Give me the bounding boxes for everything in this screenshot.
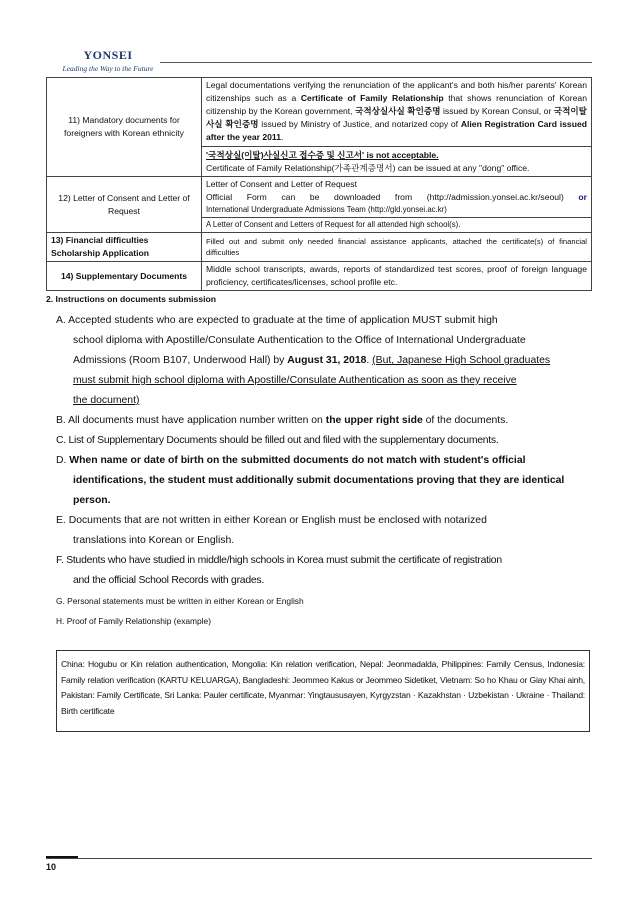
yonsei-logo [58, 48, 158, 73]
section-2-heading: 2. Instructions on documents submission [46, 294, 216, 304]
table-row-12 [47, 177, 592, 233]
row13-content: Filled out and submit only needed financial assistance applicants, attached the certificate(s) of financial difficulties [202, 233, 592, 262]
table-row-11 [47, 78, 592, 177]
row12-line1: Letter of Consent and Letter of Request [206, 179, 357, 189]
header-rule [160, 62, 592, 63]
row11-label: 11) Mandatory documents for foreigners with Korean ethnicity [47, 78, 202, 177]
instruction-e: E. Documents that are not written in either Korean or English must be enclosed with notarized translations into Korean or English. [56, 515, 487, 546]
logo-tagline: Leading the Way to the Future [62, 64, 154, 73]
instruction-d: D. When name or date of birth on the submitted documents do not match with student's official identifications, the student must additionally submit documentations proving that they are identical person. [56, 455, 565, 506]
instruction-g: G. Personal statements must be written in either Korean or English [56, 596, 304, 606]
instruction-f: F. Students who have studied in middle/high schools in Korea must submit the certificate of registration and the official School Records with grades. [56, 555, 502, 586]
instruction-b: B. All documents must have application number written on the upper right side of the documents. [56, 415, 509, 426]
table-row-13 [47, 233, 592, 262]
row12-line2: Official Form can be downloaded from (http://admission.yonsei.ac.kr/seoul) or [206, 192, 587, 202]
page-number: 10 [46, 862, 57, 872]
row11-para2: '국적상실(이탈)사실신고 접수증 및 신고서' is not acceptable. Certificate of Family Relationship(가족관계증명서) can be issued at any "dong" office. [202, 146, 591, 175]
instruction-h: H. Proof of Family Relationship (example) [56, 616, 211, 626]
row14-label: 14) Supplementary Documents [47, 262, 202, 291]
examples-text: China: Hogubu or Kin relation authentication, Mongolia: Kin relation verification, Nepal: Jeonmadalda, Philippines: Family Census, Indonesia: Family relation verification (KARTU KELUARGA), Bangladeshi: Jeommeo Kakus or Jeommeo Sidetiket, Vietnam: So ho Khau or Giay Khai ainh, Pakistan: Family Certificate, Sri Lanka: Pauler certificate, Myanmar: Yingtaususayen, Kyrgyzstan · Kazakhstan · Uzbekistan · Ukraine · Thailand: Birth certificate [61, 659, 585, 716]
table-row-14 [47, 262, 592, 291]
documents-table [46, 77, 592, 291]
row14-content: Middle school transcripts, awards, reports of standardized test scores, proof of foreign language proficiency, certificates/licenses, school profile etc. [202, 262, 592, 291]
family-relationship-examples-box [56, 650, 590, 732]
instruction-c: C. List of Supplementary Documents should be filled out and filed with the supplementary documents. [56, 435, 499, 446]
footer-accent [46, 856, 78, 858]
row12-content [202, 177, 592, 233]
row12-label: 12) Letter of Consent and Letter of Request [47, 177, 202, 233]
row13-label: 13) Financial difficulties Scholarship Application [47, 233, 202, 262]
row11-para1: Legal documentations verifying the renunciation of the applicant's and both his/her parents' Korean citizenships such as a Certificate of Family Relationship that shows renunciation of Korean citizenship by the Korean government, 국적상실사실 확인증명 issued by Korean Consul, or 국적이탈사실 확인증명 issued by Ministry of Justice, and notarized copy of Alien Registration Card issued after the year 2011. [206, 80, 587, 142]
instructions-list [56, 311, 592, 631]
instruction-a: A. Accepted students who are expected to graduate at the time of application MUST submit high school diploma with Apostille/Consulate Authentication to the Office of International Undergraduate Admissions (Room B107, Underwood Hall) by August 31, 2018. (But, Japanese High School graduates must submit high school diploma with Apostille/Consulate Authentication as soon as they receive the document) [56, 315, 551, 406]
row11-content [202, 78, 592, 177]
row12-line4: A Letter of Consent and Letters of Request for all attended high school(s). [202, 217, 591, 231]
footer-rule [46, 858, 592, 859]
logo-name: YONSEI [83, 48, 133, 62]
row12-line3: International Undergraduate Admissions Team (http://gld.yonsei.ac.kr) [206, 205, 447, 214]
